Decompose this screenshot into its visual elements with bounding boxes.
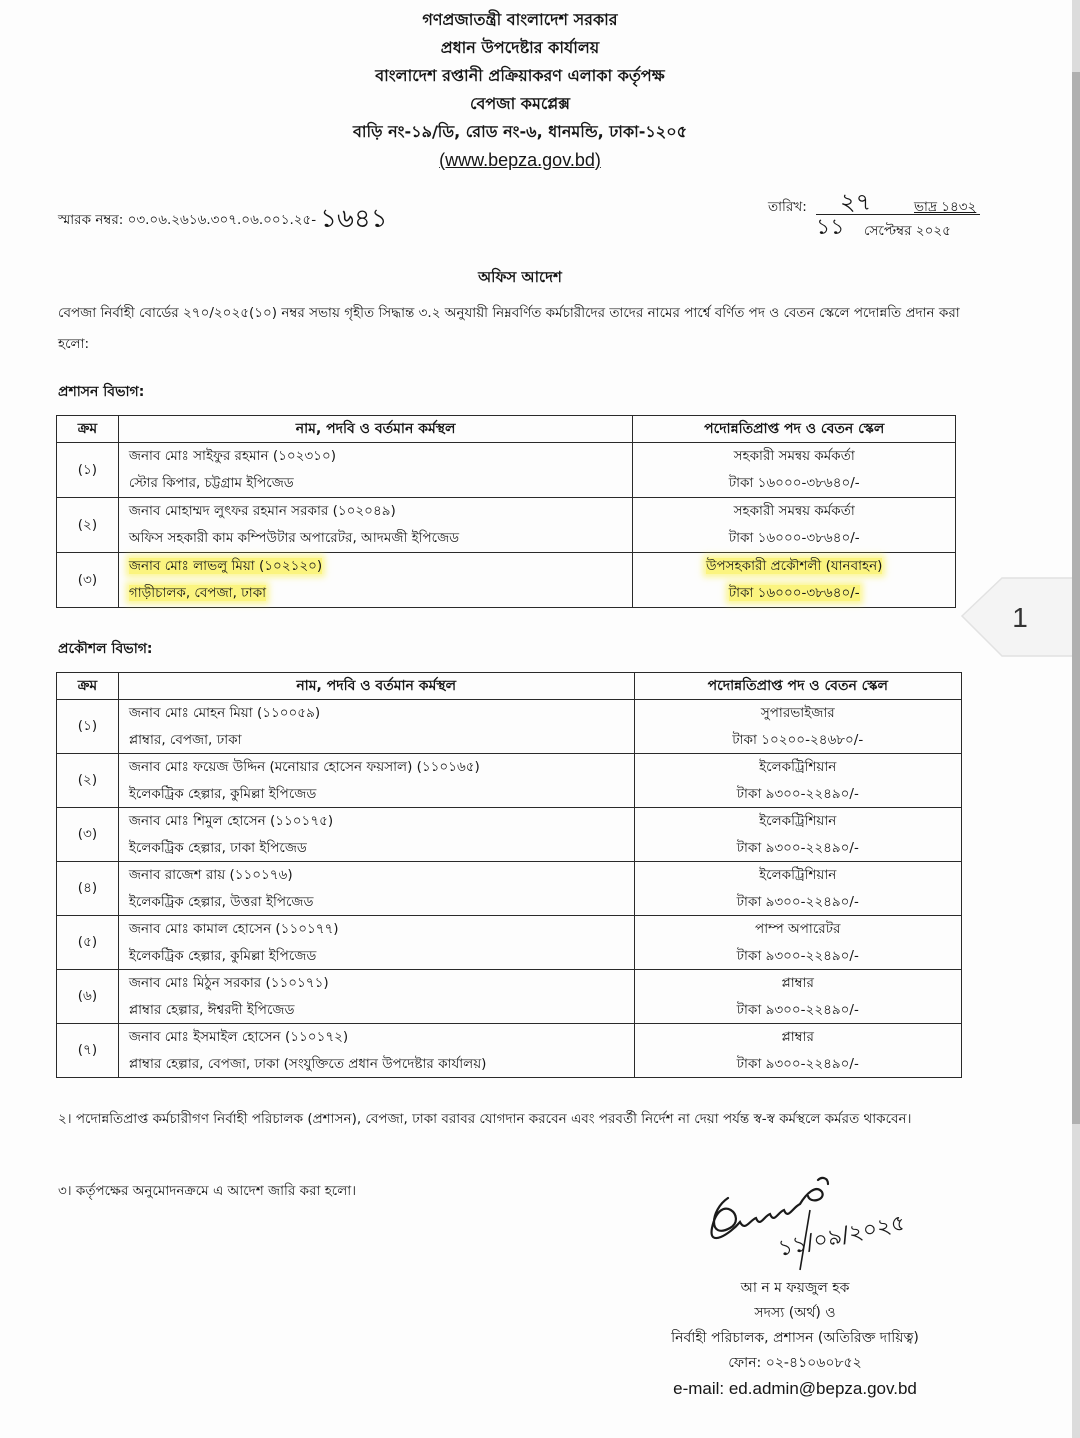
serial-number: (৪) (77, 880, 98, 896)
serial-cell (57, 1024, 119, 1078)
new-post-line (633, 498, 955, 525)
current-post: ইলেকট্রিক হেল্পার, কুমিল্লা ইপিজেড (128, 785, 317, 802)
employee-name: জনাব মোহাম্মদ লুৎফর রহমান সরকার (১০২০৪৯) (128, 503, 396, 519)
pay-scale: টাকা ১০২০০-২৪৬৮০/- (732, 731, 864, 748)
name-cell (118, 970, 634, 1024)
new-post-line (635, 916, 962, 943)
new-post: পাম্প অপারেটর (755, 921, 841, 937)
table-row (57, 916, 962, 970)
pay-scale-line (635, 1051, 962, 1078)
table-row (57, 498, 956, 553)
pay-scale: টাকা ৯৩০০-২২৪৯০/- (736, 1001, 859, 1018)
header-name: নাম, পদবি ও বর্তমান কর্মস্থল (118, 416, 633, 443)
new-post-line (635, 1024, 962, 1051)
employee-name: জনাব মোঃ শিমুল হোসেন (১১০১৭৫) (128, 813, 334, 829)
current-post: ইলেকট্রিক হেল্পার, কুমিল্লা ইপিজেড (128, 947, 317, 964)
current-post-line (129, 781, 634, 808)
pay-scale: টাকা ১৬০০০-৩৮৬৪০/- (728, 585, 860, 601)
serial-cell (57, 553, 119, 608)
table-row (57, 700, 962, 754)
current-post-line (129, 470, 633, 497)
current-post: প্লাম্বার হেল্পার, বেপজা, ঢাকা (সংযুক্তিতে প্রধান উপদেষ্টার কার্যালয়) (128, 1055, 487, 1072)
serial-cell (57, 754, 119, 808)
promotion-cell (633, 443, 956, 498)
signatory-email[interactable]: e-mail: ed.admin@bepza.gov.bd (673, 1379, 917, 1398)
new-post: সহকারী সমন্বয় কর্মকর্তা (733, 503, 855, 519)
current-post: অফিস সহকারী কাম কম্পিউটার অপারেটর, আদমজী ইপিজেড (128, 530, 460, 546)
serial-cell (57, 808, 119, 862)
new-post: সহকারী সমন্বয় কর্মকর্তা (733, 448, 855, 464)
employee-name-line (129, 754, 634, 781)
bangla-day: ২৭ (840, 188, 872, 216)
signature-scribble-icon (690, 1170, 990, 1285)
name-cell (118, 1024, 634, 1078)
header-serial: ক্রম (57, 416, 119, 443)
pay-scale-line (633, 470, 955, 497)
serial-number: (১) (77, 461, 98, 478)
employee-name: জনাব মোঃ কামাল হোসেন (১১০১৭৭) (128, 921, 339, 937)
new-post: সুপারভাইজার (760, 705, 835, 721)
letterhead-authority: বাংলাদেশ রপ্তানী প্রক্রিয়াকরণ এলাকা কর্তৃপক্ষ (375, 66, 665, 85)
serial-cell (57, 916, 119, 970)
employee-name-line (129, 498, 633, 525)
employee-name-line (129, 1024, 634, 1051)
employee-name: জনাব মোঃ সাইফুর রহমান (১০২৩১০) (128, 448, 336, 464)
current-post-line (129, 943, 634, 970)
serial-number: (২) (77, 772, 98, 788)
promotion-cell (634, 862, 962, 916)
employee-name-line (129, 916, 634, 943)
new-post-line (633, 553, 955, 580)
memo-handwritten-number: ১৬৪১ (320, 204, 388, 234)
bangla-month-year: ভাদ্র ১৪৩২ (914, 199, 977, 215)
new-post-line (635, 754, 962, 781)
pay-scale-line (633, 525, 955, 552)
new-post-line (635, 700, 962, 727)
serial-number: (৫) (77, 934, 98, 950)
signatory-block (600, 1276, 990, 1401)
new-post: ইলেকট্রিশিয়ান (759, 759, 837, 775)
new-post: ইলেকট্রিশিয়ান (759, 867, 837, 883)
signatory-designation-2: নির্বাহী পরিচালক, প্রশাসন (অতিরিক্ত দায়িত্ব) (671, 1330, 919, 1346)
header-serial: ক্রম (57, 673, 119, 700)
header-promotion: পদোন্নতিপ্রাপ্ত পদ ও বেতন স্কেল (634, 673, 962, 700)
new-post-line (635, 862, 962, 889)
employee-name: জনাব মোঃ ফয়েজ উদ্দিন (মনোয়ার হোসেন ফয়সাল) (১১০১৬৫) (128, 759, 480, 775)
promotion-cell (633, 553, 956, 608)
pay-scale: টাকা ৯৩০০-২২৪৯০/- (736, 893, 859, 910)
letterhead (0, 6, 1040, 174)
website-link[interactable]: (www.bepza.gov.bd) (439, 150, 601, 170)
promotion-cell (634, 700, 962, 754)
employee-name-line (129, 970, 634, 997)
table-row (57, 754, 962, 808)
serial-cell (57, 498, 119, 553)
current-post-line (129, 727, 634, 754)
table-row (57, 862, 962, 916)
promotion-cell (634, 808, 962, 862)
promotion-cell (633, 498, 956, 553)
table-row (57, 808, 962, 862)
employee-name-line (129, 553, 633, 580)
engineering-promotion-table (56, 672, 962, 1078)
clause-3: ৩। কর্তৃপক্ষের অনুমোদনক্রমে এ আদেশ জারি করা হলো। (58, 1183, 357, 1199)
new-post-line (633, 443, 955, 470)
english-month-year: সেপ্টেম্বর ২০২৫ (864, 223, 951, 239)
callout-number: 1 (1012, 602, 1028, 633)
current-post-line (129, 835, 634, 862)
pay-scale: টাকা ১৬০০০-৩৮৬৪০/- (728, 475, 860, 491)
current-post: গাড়ীচালক, বেপজা, ঢাকা (128, 585, 267, 601)
serial-number: (১) (77, 718, 98, 734)
employee-name-line (129, 862, 634, 889)
memo-label: স্মারক নম্বর: ০৩.০৬.২৬১৬.৩০৭.০৬.০০১.২৫- (58, 212, 317, 228)
signatory-name: আ ন ম ফয়জুল হক (740, 1280, 850, 1296)
serial-cell (57, 862, 119, 916)
intro-paragraph: বেপজা নির্বাহী বোর্ডের ২৭০/২০২৫(১০) নম্বর সভায় গৃহীত সিদ্ধান্ত ৩.২ অনুযায়ী নিম্নবর্ণিত কর্মচারীদের তাদের নামের পার্শ্বে বর্ণিত পদ ও বেতন স্কেলে পদোন্নতি প্রদান করা হলো: (58, 305, 960, 352)
scrollbar-thumb[interactable] (1072, 72, 1080, 1124)
serial-number: (৩) (77, 826, 98, 842)
employee-name-line (129, 700, 634, 727)
current-post: ইলেকট্রিক হেল্পার, ঢাকা ইপিজেড (128, 839, 307, 856)
annotation-callout[interactable] (960, 572, 1078, 660)
signatory-designation-1: সদস্য (অর্থ) ও (754, 1305, 836, 1321)
employee-name: জনাব মোঃ মোহন মিয়া (১১০০৫৯) (128, 705, 321, 721)
current-post-line (129, 525, 633, 552)
pay-scale: টাকা ৯৩০০-২২৪৯০/- (736, 785, 859, 802)
document-title: অফিস আদেশ (478, 268, 562, 286)
memo-number (58, 198, 388, 242)
employee-name-line (129, 443, 633, 470)
letterhead-government: গণপ্রজাতন্ত্রী বাংলাদেশ সরকার (422, 10, 618, 29)
header-promotion: পদোন্নতিপ্রাপ্ত পদ ও বেতন স্কেল (633, 416, 956, 443)
engineering-section-heading: প্রকৌশল বিভাগ: (58, 641, 153, 657)
table-header-row (57, 673, 962, 700)
new-post: প্লাম্বার (781, 975, 814, 991)
pay-scale-line (635, 781, 962, 808)
name-cell (118, 808, 634, 862)
promotion-cell (634, 754, 962, 808)
letterhead-office: প্রধান উপদেষ্টার কার্যালয় (440, 38, 600, 57)
employee-name-line (129, 808, 634, 835)
new-post: ইলেকট্রিশিয়ান (759, 813, 837, 829)
pay-scale-line (635, 997, 962, 1024)
signatory-phone: ফোন: ০২-৪১০৬০৮৫২ (728, 1355, 862, 1371)
name-cell (118, 553, 633, 608)
serial-number: (৩) (77, 571, 98, 588)
date-block (768, 188, 988, 240)
current-post: প্লাম্বার, বেপজা, ঢাকা (128, 731, 242, 748)
employee-name: জনাব মোঃ মিঠুন সরকার (১১০১৭১) (128, 975, 329, 991)
new-post: প্লাম্বার (781, 1029, 814, 1045)
new-post-line (635, 808, 962, 835)
header-name: নাম, পদবি ও বর্তমান কর্মস্থল (118, 673, 634, 700)
english-day: ১১ (816, 215, 845, 240)
serial-cell (57, 443, 119, 498)
employee-name: জনাব মোঃ ইসমাইল হোসেন (১১০১৭২) (128, 1029, 349, 1045)
signature-date: ১১/০৯/২০২৫ (776, 1210, 908, 1262)
pay-scale-line (635, 889, 962, 916)
table-row (57, 443, 956, 498)
employee-name: জনাব মোঃ লাভলু মিয়া (১০২১২০) (128, 558, 323, 574)
serial-cell (57, 700, 119, 754)
serial-cell (57, 970, 119, 1024)
admin-section-heading: প্রশাসন বিভাগ: (58, 384, 145, 400)
date-label: তারিখ: (768, 199, 807, 215)
letterhead-address: বাড়ি নং-১৯/ডি, রোড নং-৬, ধানমন্ডি, ঢাকা-১২০৫ (353, 122, 687, 141)
table-row (57, 553, 956, 608)
pay-scale: টাকা ৯৩০০-২২৪৯০/- (736, 839, 859, 856)
current-post-line (129, 889, 634, 916)
pay-scale-line (635, 943, 962, 970)
current-post-line (129, 580, 633, 607)
name-cell (118, 754, 634, 808)
clause-2: ২। পদোন্নতিপ্রাপ্ত কর্মচারীগণ নির্বাহী পরিচালক (প্রশাসন), বেপজা, ঢাকা বরাবর যোগদান করবেন এবং পরবর্তী নির্দেশ না দেয়া পর্যন্ত স্ব-স্ব কর্মস্থলে কর্মরত থাকবেন। (58, 1111, 912, 1127)
letterhead-complex: বেপজা কমপ্লেক্স (470, 94, 570, 113)
current-post: ইলেকট্রিক হেল্পার, উত্তরা ইপিজেড (128, 893, 314, 910)
pay-scale: টাকা ৯৩০০-২২৪৯০/- (736, 1055, 859, 1072)
name-cell (118, 700, 634, 754)
pay-scale: টাকা ১৬০০০-৩৮৬৪০/- (728, 530, 860, 546)
new-post-line (635, 970, 962, 997)
name-cell (118, 498, 633, 553)
serial-number: (৬) (77, 988, 98, 1004)
current-post-line (129, 997, 634, 1024)
promotion-cell (634, 1024, 962, 1078)
promotion-cell (634, 916, 962, 970)
name-cell (118, 862, 634, 916)
employee-name: জনাব রাজেশ রায় (১১০১৭৬) (128, 867, 293, 883)
table-header-row (57, 416, 956, 443)
new-post: উপসহকারী প্রকৌশলী (যানবাহন) (705, 558, 883, 574)
table-row (57, 970, 962, 1024)
current-post-line (129, 1051, 634, 1078)
pay-scale-line (635, 727, 962, 754)
pay-scale-line (633, 580, 955, 607)
current-post: স্টোর কিপার, চট্টগ্রাম ইপিজেড (128, 475, 294, 491)
pay-scale-line (635, 835, 962, 862)
signature (690, 1170, 990, 1285)
current-post: প্লাম্বার হেল্পার, ঈশ্বরদী ইপিজেড (128, 1001, 295, 1018)
table-row (57, 1024, 962, 1078)
name-cell (118, 916, 634, 970)
promotion-cell (634, 970, 962, 1024)
name-cell (118, 443, 633, 498)
admin-promotion-table (56, 415, 956, 608)
pay-scale: টাকা ৯৩০০-২২৪৯০/- (736, 947, 859, 964)
serial-number: (২) (77, 516, 98, 533)
serial-number: (৭) (77, 1042, 98, 1058)
